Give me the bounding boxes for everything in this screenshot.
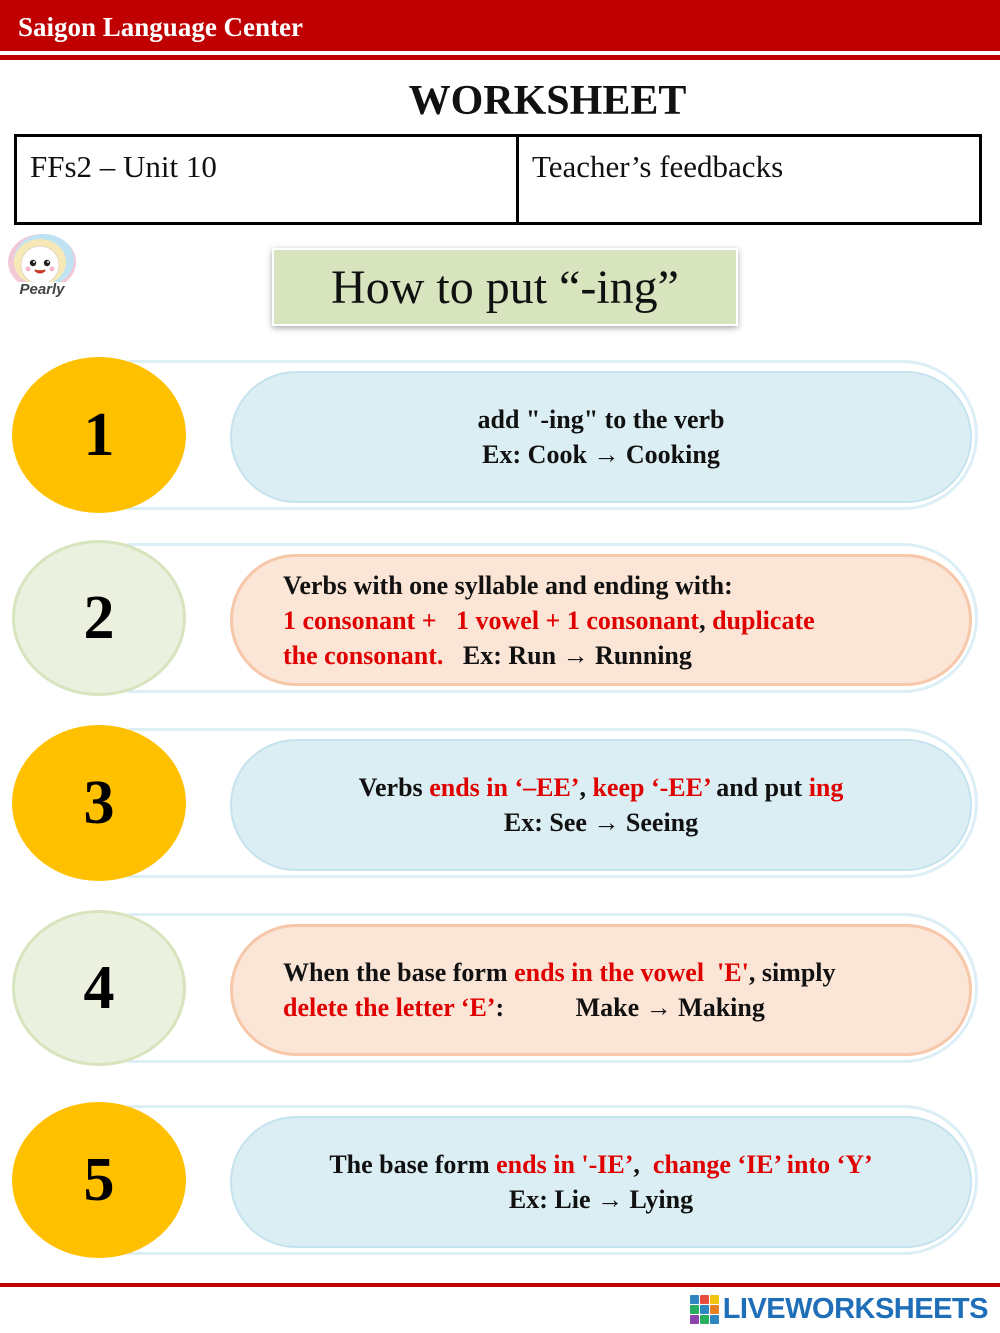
- center-name: Saigon Language Center: [18, 12, 304, 42]
- rule-text: and put: [709, 773, 809, 802]
- highlight-text: duplicate: [712, 605, 815, 635]
- rule-row-5: [0, 1102, 1000, 1262]
- rule-line: [232, 1182, 970, 1217]
- rule-text: Ex: Run → Running: [443, 640, 692, 670]
- highlight-text: keep ‘-EE’: [592, 773, 710, 802]
- rule-text: , simply: [748, 958, 836, 987]
- rule-text-box: [230, 924, 972, 1056]
- rule-number-badge: 4: [12, 910, 186, 1066]
- rule-text: Ex: Lie → Lying: [508, 1185, 694, 1214]
- mascot-name: Pearly: [19, 281, 65, 298]
- rule-number-badge: 5: [12, 1102, 186, 1258]
- rule-line: [232, 1147, 970, 1182]
- rule-text: Ex: See → Seeing: [503, 808, 699, 837]
- header-bar: [0, 0, 1000, 51]
- highlight-text: ends in the vowel 'E': [514, 958, 749, 987]
- teacher-feedback-cell: Teacher’s feedbacks: [532, 149, 784, 184]
- rule-number-badge: 2: [12, 540, 186, 696]
- rule-number-badge: 3: [12, 725, 186, 881]
- rule-text: add "-ing" to the verb: [477, 405, 725, 434]
- liveworksheets-wordmark: LIVEWORKSHEETS: [722, 1292, 988, 1325]
- rule-line: [232, 805, 970, 840]
- footer-divider: [0, 1283, 1000, 1287]
- liveworksheets-logo[interactable]: [690, 1292, 988, 1326]
- liveworksheets-grid-icon: [690, 1295, 719, 1324]
- rule-line: [283, 990, 909, 1025]
- rule-line: [283, 955, 909, 990]
- rule-text: ,: [579, 773, 593, 802]
- rule-row-1: [0, 357, 1000, 517]
- highlight-text: ends in '-IE’: [496, 1150, 634, 1179]
- info-table: [14, 134, 982, 225]
- rule-text-box: [230, 1116, 972, 1248]
- header-divider: [0, 55, 1000, 60]
- worksheet-title: WORKSHEET: [408, 78, 687, 124]
- rule-row-3: [0, 725, 1000, 885]
- rule-text: Verbs with one syllable and ending with:: [283, 570, 733, 600]
- rule-line: [283, 638, 909, 673]
- highlight-text: the consonant.: [283, 640, 444, 670]
- rule-line: [232, 437, 970, 472]
- rule-line: [283, 603, 909, 638]
- unit-cell: FFs2 – Unit 10: [17, 137, 519, 222]
- rule-number-badge: 1: [12, 357, 186, 513]
- rule-line: [232, 770, 970, 805]
- rule-text: : Make → Making: [495, 993, 765, 1022]
- rule-line: [232, 402, 970, 437]
- rule-text: ,: [633, 1150, 653, 1179]
- rule-text-box: [230, 554, 972, 686]
- highlight-text: delete the letter ‘E’: [283, 993, 496, 1022]
- highlight-text: change ‘IE’ into ‘Y’: [652, 1150, 873, 1179]
- rule-text: ,: [699, 605, 713, 635]
- highlight-text: ends in ‘–EE’: [429, 773, 580, 802]
- highlight-text: 1 consonant + 1 vowel + 1 consonant: [283, 605, 700, 635]
- rule-text-box: [230, 371, 972, 503]
- lesson-heading: How to put “-ing”: [272, 248, 738, 326]
- rule-row-4: [0, 910, 1000, 1070]
- rule-text-box: [230, 739, 972, 871]
- rule-text: The base form: [329, 1150, 497, 1179]
- highlight-text: ing: [808, 773, 844, 802]
- rule-row-2: [0, 540, 1000, 700]
- rule-line: [283, 568, 909, 603]
- rule-text: Ex: Cook → Cooking: [482, 440, 720, 469]
- pearly-mascot-logo: [4, 232, 80, 302]
- rule-text: Verbs: [358, 773, 430, 802]
- rule-text: When the base form: [283, 958, 515, 987]
